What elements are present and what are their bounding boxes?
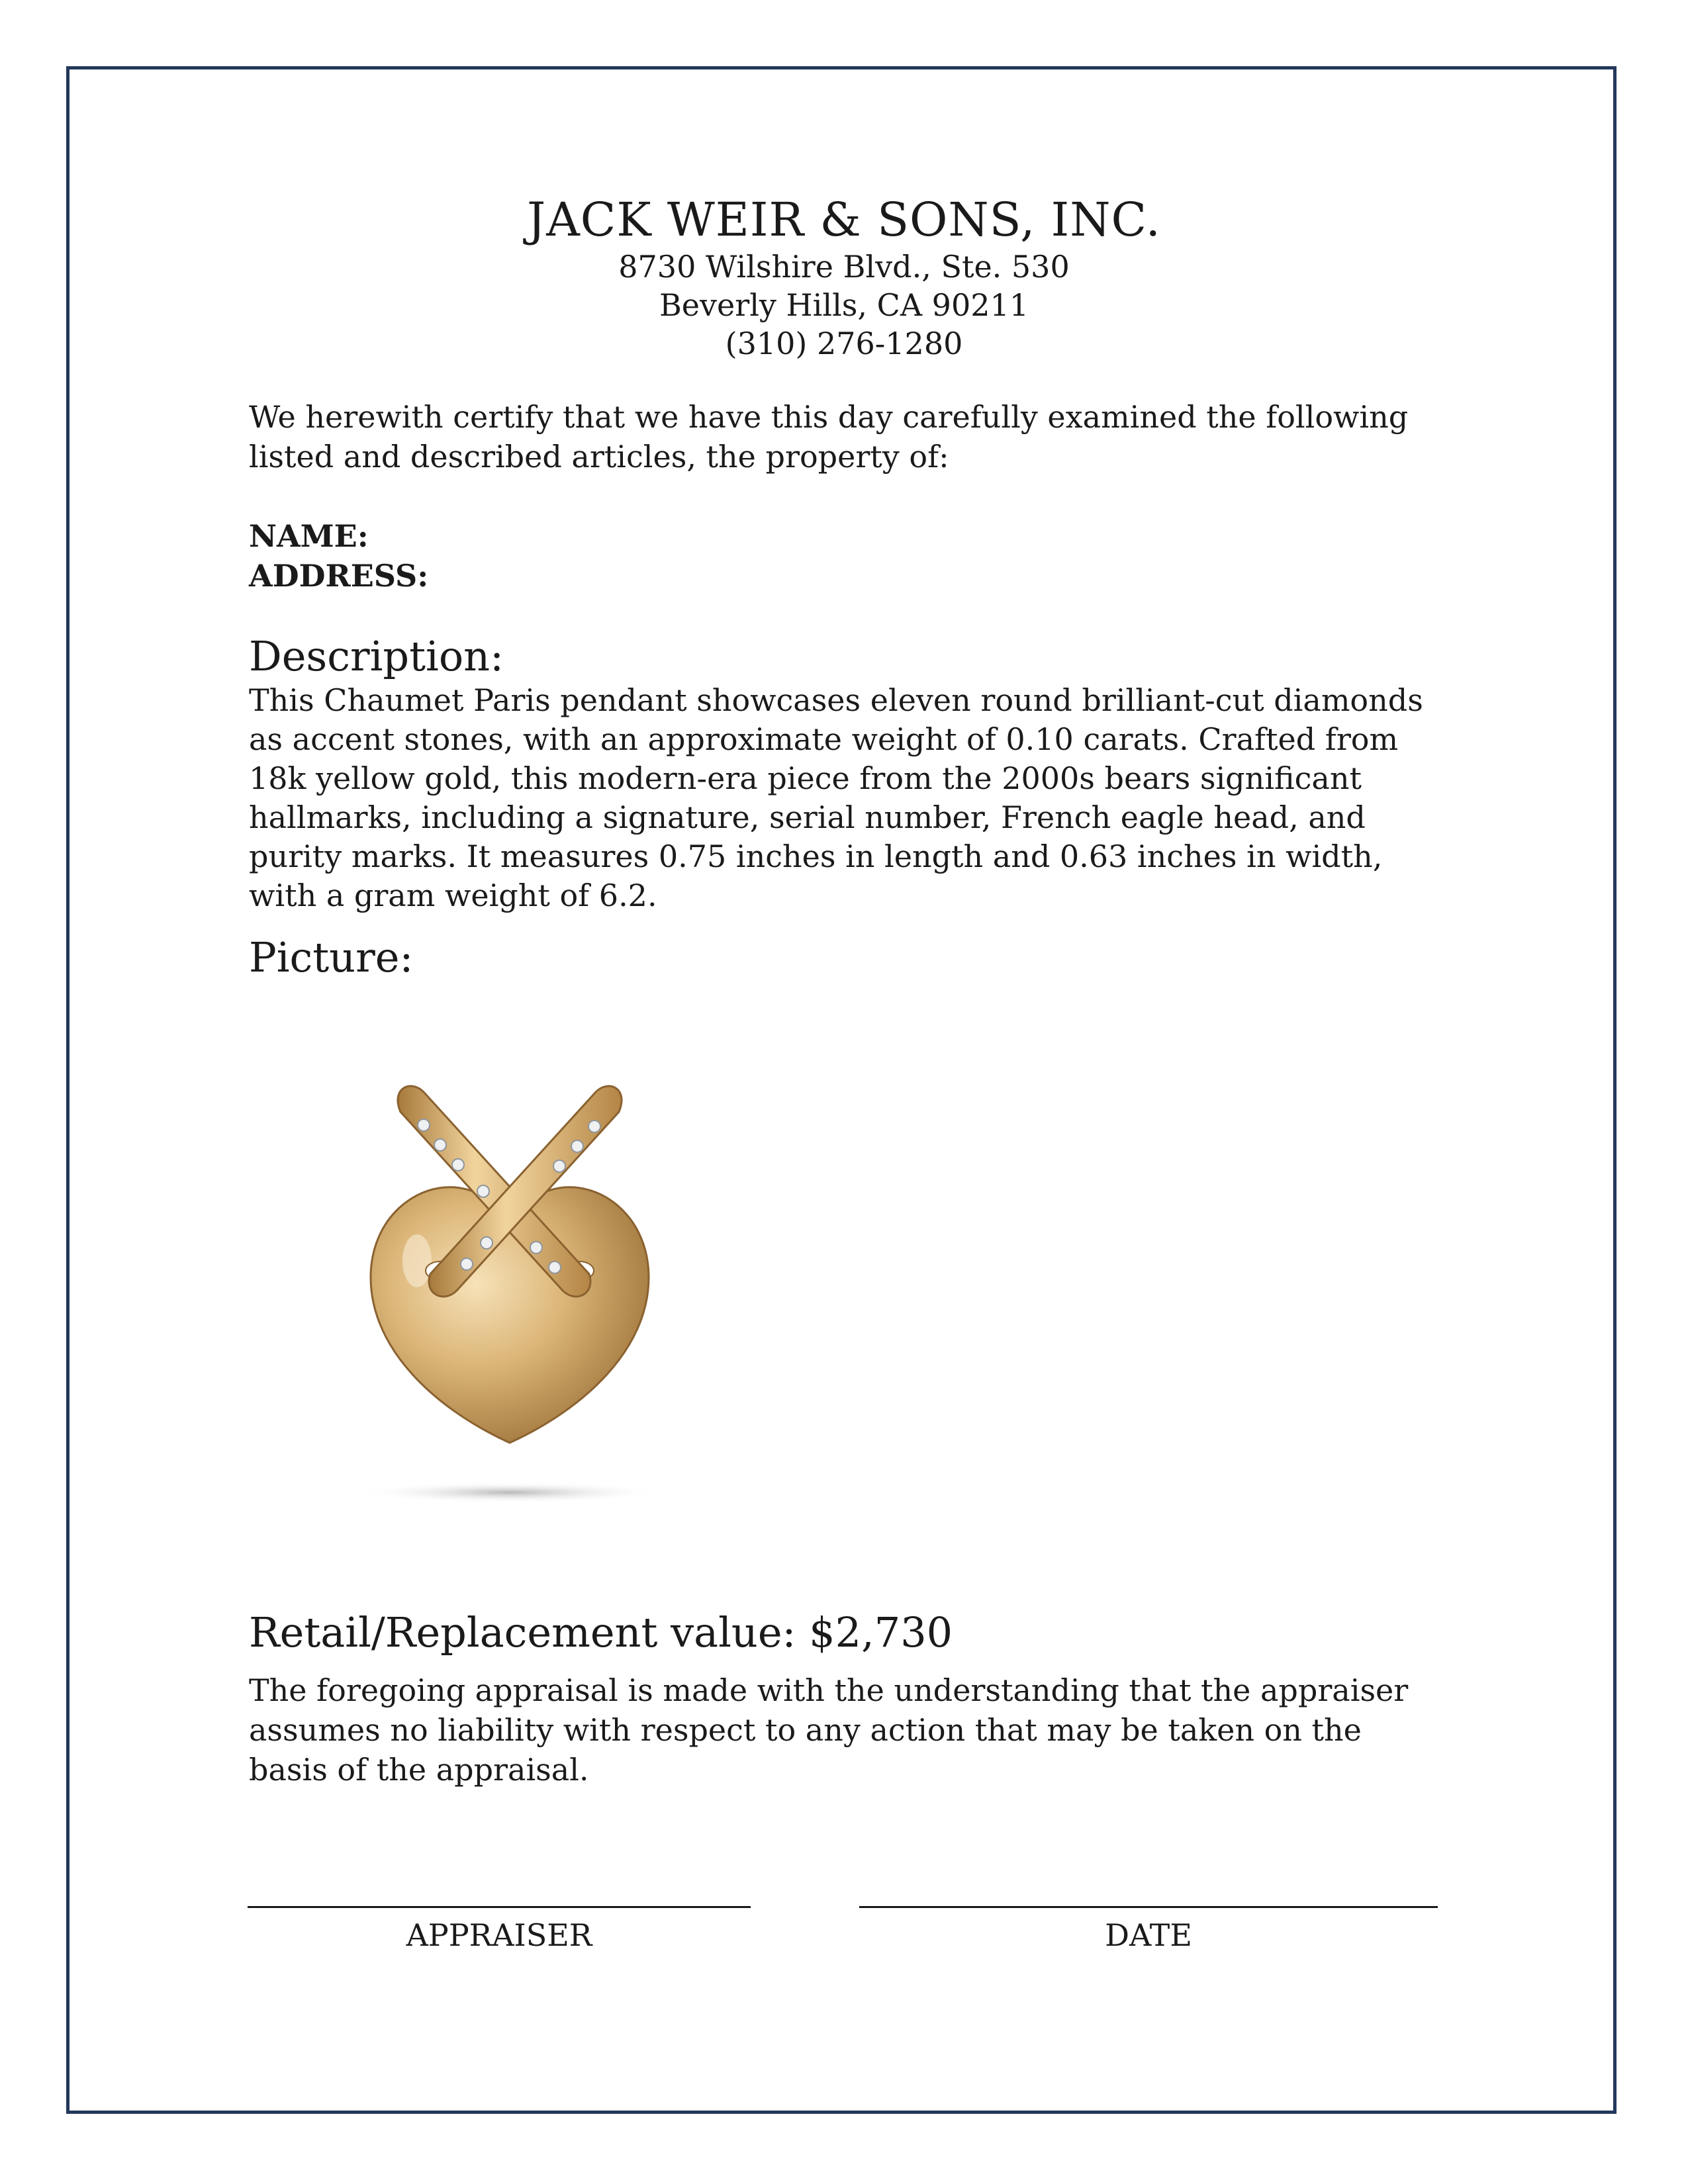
letterhead	[0, 192, 1688, 363]
description-title: Description:	[249, 632, 504, 680]
date-label: DATE	[1105, 1917, 1192, 1953]
picture-section	[249, 933, 1440, 982]
address-line-2: Beverly Hills, CA 90211	[659, 287, 1029, 323]
date-signature-line	[859, 1906, 1438, 1908]
certification-intro: We herewith certify that we have this day carefully examined the following listed and described articles, the property of:	[249, 399, 1409, 475]
phone-number: (310) 276-1280	[725, 326, 963, 361]
value-label: Retail/Replacement value:	[249, 1608, 796, 1657]
address-line-1: 8730 Wilshire Blvd., Ste. 530	[618, 249, 1070, 285]
value-amount: $2,730	[809, 1608, 953, 1657]
company-name: JACK WEIR & SONS, INC.	[527, 193, 1161, 247]
owner-fields	[249, 516, 1440, 596]
disclaimer-text: The foregoing appraisal is made with the understanding that the appraiser assumes no liability with respect to any action that may be taken on the basis of the appraisal.	[249, 1672, 1409, 1788]
gold-heart-pendant-icon	[344, 1072, 675, 1509]
description-text: This Chaumet Paris pendant showcases eleven round brilliant-cut diamonds as accent stones, with an approximate weight of 0.10 carats. Crafted from 18k yellow gold, this modern-era piece from the 2000s bears significant hallmarks, including a signature, serial number, French eagle head, and purity marks. It measures 0.75 inches in length and 0.63 inches in width, with a gram weight of 6.2.	[249, 682, 1423, 913]
name-label: NAME:	[249, 518, 369, 554]
value-section	[249, 1608, 1440, 1790]
page-border	[66, 66, 1617, 2114]
appraiser-label: APPRAISER	[406, 1917, 592, 1953]
appraiser-signature-line	[248, 1906, 751, 1908]
picture-title: Picture:	[249, 933, 414, 981]
description-section	[249, 632, 1440, 915]
address-label: ADDRESS:	[249, 558, 429, 594]
replacement-value	[249, 1608, 1440, 1657]
appraiser-signature	[248, 1906, 751, 1954]
date-signature	[859, 1906, 1438, 1954]
